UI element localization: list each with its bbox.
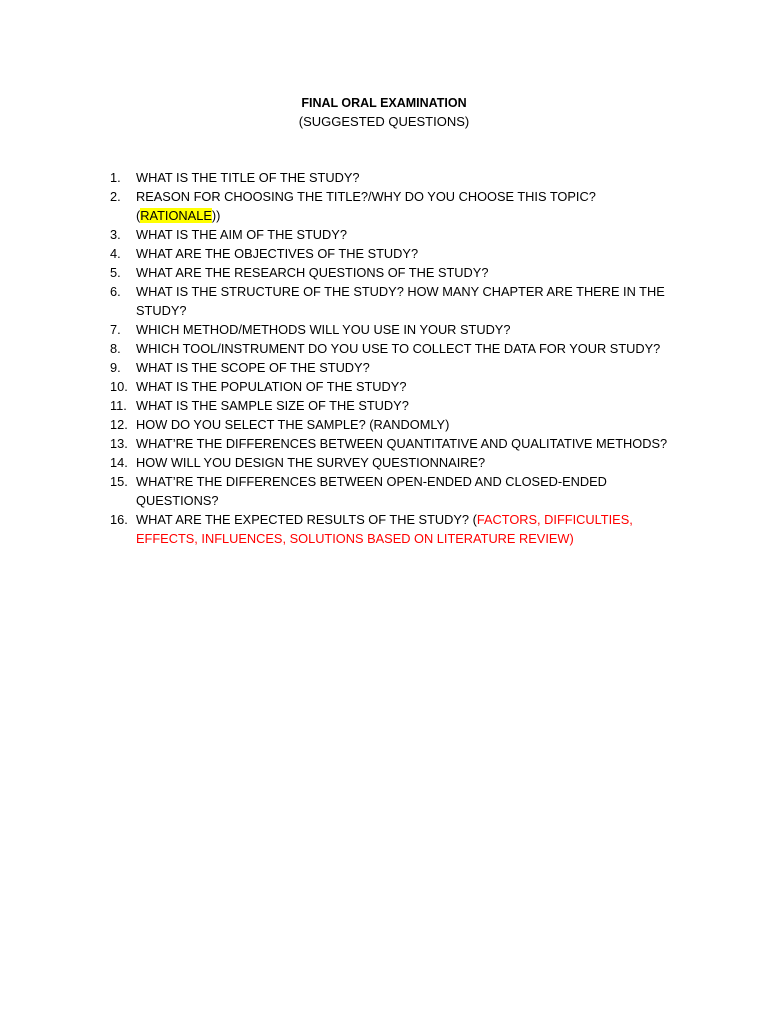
question-text: WHAT IS THE AIM OF THE STUDY? xyxy=(136,227,347,242)
question-text-main: REASON FOR CHOOSING THE TITLE?/WHY DO YOU CHOOSE THIS TOPIC? ( xyxy=(136,189,596,223)
question-number: 11. xyxy=(110,398,127,413)
question-item xyxy=(100,453,680,472)
question-text: WHAT IS THE SAMPLE SIZE OF THE STUDY? xyxy=(136,398,409,413)
question-number: 16. xyxy=(110,512,128,527)
question-item xyxy=(100,377,680,396)
question-text xyxy=(136,510,680,548)
question-text xyxy=(136,187,680,225)
question-number: 4. xyxy=(110,246,121,261)
question-item xyxy=(100,244,680,263)
question-number: 14. xyxy=(110,455,128,470)
question-text: WHICH METHOD/METHODS WILL YOU USE IN YOUR STUDY? xyxy=(136,322,511,337)
document-subtitle: (SUGGESTED QUESTIONS) xyxy=(298,114,470,129)
question-number: 13. xyxy=(110,436,128,451)
question-text: WHAT ARE THE RESEARCH QUESTIONS OF THE STUDY? xyxy=(136,265,489,280)
question-item xyxy=(100,168,680,187)
document-header xyxy=(0,94,768,131)
question-item xyxy=(100,434,680,453)
question-item xyxy=(100,339,680,358)
question-number: 8. xyxy=(110,341,121,356)
question-number: 6. xyxy=(110,284,121,299)
question-text: HOW WILL YOU DESIGN THE SURVEY QUESTIONNAIRE? xyxy=(136,455,486,470)
question-item xyxy=(100,320,680,339)
question-number: 15. xyxy=(110,474,128,489)
question-number: 12. xyxy=(110,417,128,432)
highlighted-term: RATIONALE xyxy=(140,208,212,223)
question-item xyxy=(100,282,680,320)
question-number: 2. xyxy=(110,189,121,204)
question-text: WHAT IS THE SCOPE OF THE STUDY? xyxy=(136,360,370,375)
question-item xyxy=(100,225,680,244)
question-text: WHAT IS THE STRUCTURE OF THE STUDY? HOW MANY CHAPTER ARE THERE IN THE STUDY? xyxy=(136,284,665,318)
question-text: HOW DO YOU SELECT THE SAMPLE? (RANDOMLY) xyxy=(136,417,450,432)
question-text: WHICH TOOL/INSTRUMENT DO YOU USE TO COLLECT THE DATA FOR YOUR STUDY? xyxy=(136,341,661,356)
question-text-main: WHAT ARE THE EXPECTED RESULTS OF THE STUDY? ( xyxy=(136,512,477,527)
question-item xyxy=(100,263,680,282)
question-text: WHAT’RE THE DIFFERENCES BETWEEN OPEN-ENDED AND CLOSED-ENDED QUESTIONS? xyxy=(136,474,607,508)
question-item xyxy=(100,472,680,510)
question-number: 7. xyxy=(110,322,121,337)
question-item xyxy=(100,358,680,377)
red-annotation: FACTORS, DIFFICULTIES, EFFECTS, INFLUENCES, SOLUTIONS BASED ON LITERATURE REVIEW) xyxy=(136,512,633,546)
question-item xyxy=(100,396,680,415)
question-text: WHAT IS THE TITLE OF THE STUDY? xyxy=(136,170,360,185)
question-text: WHAT’RE THE DIFFERENCES BETWEEN QUANTITATIVE AND QUALITATIVE METHODS? xyxy=(136,436,668,451)
question-list xyxy=(100,168,680,548)
question-number: 1. xyxy=(110,170,121,185)
question-number: 3. xyxy=(110,227,121,242)
question-item xyxy=(100,187,680,225)
question-number: 10. xyxy=(110,379,128,394)
question-text: WHAT ARE THE OBJECTIVES OF THE STUDY? xyxy=(136,246,419,261)
question-item xyxy=(100,510,680,548)
question-text-after: )) xyxy=(211,208,221,223)
question-text: WHAT IS THE POPULATION OF THE STUDY? xyxy=(136,379,407,394)
document-title: FINAL ORAL EXAMINATION xyxy=(301,96,467,110)
question-number: 5. xyxy=(110,265,121,280)
question-item xyxy=(100,415,680,434)
question-number: 9. xyxy=(110,360,121,375)
